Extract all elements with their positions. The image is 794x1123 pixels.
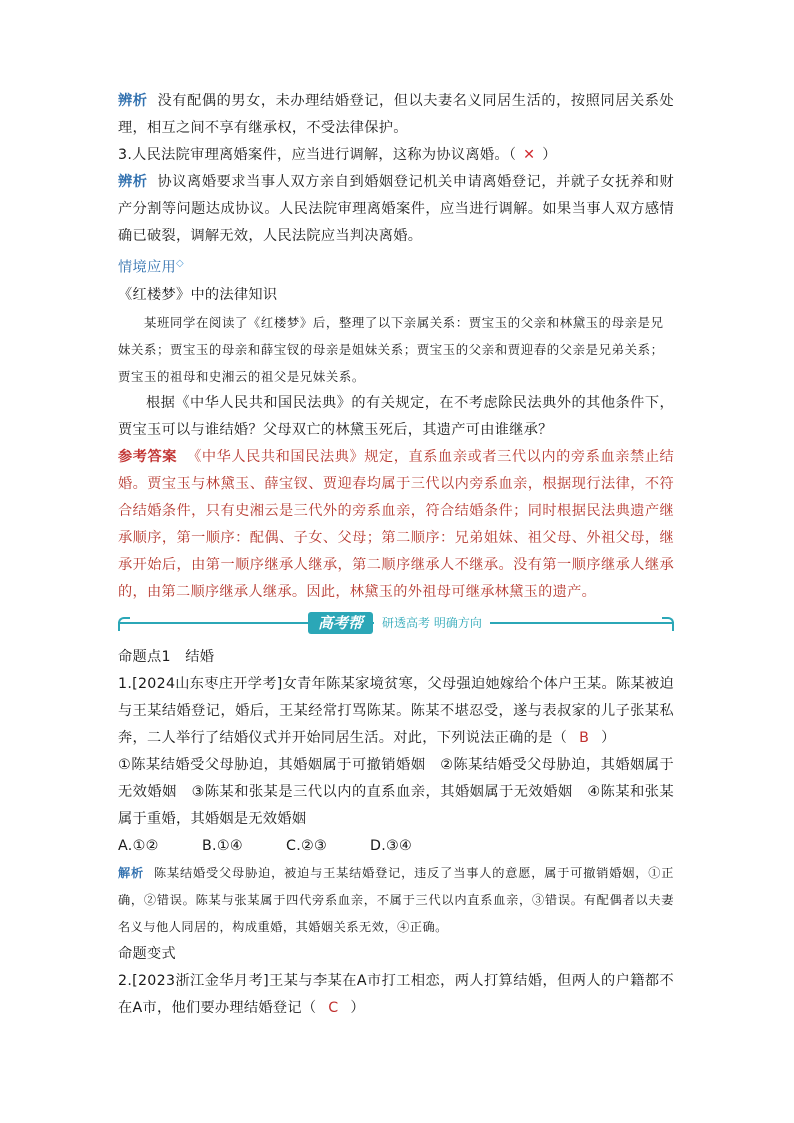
- analysis-text: 陈某结婚受父母胁迫，被迫与王某结婚登记，违反了当事人的意愿，属于可撤销婚姻，①正确，②错误。陈某与张某属于四代旁系血亲，不属于三代以内直系血亲，③错误。有配偶者以夫妻名义与他人同居的，构成重婚，其婚姻关系无效，④正确。: [118, 865, 674, 934]
- situation-story: 某班同学在阅读了《红楼梦》后，整理了以下亲属关系：贾宝玉的父亲和林黛玉的母亲是兄妹关系；贾宝玉的母亲和薛宝钗的母亲是姐妹关系；贾宝玉的父亲和贾迎春的父亲是兄弟关系；贾宝玉的祖母和史湘云的祖父是兄妹关系。: [118, 314, 664, 384]
- analysis-paragraph-1: [118, 88, 674, 142]
- close-paren: ）: [542, 147, 557, 163]
- analysis-text: 协议离婚要求当事人双方亲自到婚姻登记机关申请离婚登记，并就子女抚养和财产分割等问题达成协议。人民法院审理离婚案件，应当进行调解。如果当事人双方感情确已破裂，调解无效，人民法院应当判决离婚。: [118, 174, 674, 244]
- question-text: 1.[2024山东枣庄开学考]女青年陈某家境贫寒，父母强迫她嫁给个体户王某。陈某被迫与王某结婚登记，婚后，王某经常打骂陈某。陈某不堪忍受，遂与表叔家的儿子张某私奔，二人举行了结婚仪式并开始同居生活。对此，下列说法正确的是（: [118, 675, 674, 746]
- question-1-analysis: [118, 860, 674, 941]
- analysis-text: 没有配偶的男女，未办理结婚登记，但以夫妻名义同居生活的，按照同居关系处理，相互之间不享有继承权，不受法律保护。: [118, 93, 674, 136]
- situation-heading-text: 情境应用: [118, 259, 176, 276]
- variant-heading: 命题变式: [118, 945, 176, 962]
- wrong-mark-icon: ✕: [523, 147, 536, 163]
- close-paren: ）: [601, 729, 616, 746]
- option-c[interactable]: C.②③: [286, 837, 328, 854]
- question-1: [118, 671, 674, 752]
- point-heading: 命题点1 结婚: [118, 648, 215, 665]
- reference-answer: [118, 444, 674, 606]
- option-a[interactable]: A.①②: [118, 837, 159, 854]
- question-text: 3.人民法院审理离婚案件，应当进行调解，这称为协议离婚。（: [118, 147, 517, 163]
- question-2: [118, 968, 674, 1022]
- banner-left-cap: [118, 617, 130, 631]
- statements: ①陈某结婚受父母胁迫，其婚姻属于可撤销婚姻 ②陈某结婚受父母胁迫，其婚姻属于无效婚姻 ③陈某和张某是三代以内的直系血亲，其婚姻属于无效婚姻 ④陈某和张某属于重婚，其婚姻是无效婚姻: [118, 756, 674, 827]
- options-row: [118, 833, 674, 860]
- analysis-label: 辨析: [118, 93, 148, 109]
- section-banner: [118, 612, 674, 634]
- banner-subtitle: 研透高考 明确方向: [374, 612, 490, 634]
- option-b[interactable]: B.①④: [202, 837, 243, 854]
- question-text: 2.[2023浙江金华月考]王某与李某在A市打工相恋，两人打算结婚，但两人的户籍都不在A市，他们要办理结婚登记（: [118, 972, 674, 1016]
- analysis-label: 解析: [118, 865, 145, 880]
- analysis-paragraph-2: [118, 169, 674, 250]
- answer-label: 参考答案: [118, 448, 178, 465]
- question-3: [118, 142, 674, 169]
- answer-letter: C: [328, 999, 339, 1016]
- situation-heading: [118, 250, 674, 282]
- banner-right-cap: [662, 617, 674, 631]
- decorative-dot-icon: ◇: [175, 258, 184, 269]
- analysis-label: 辨析: [118, 174, 148, 190]
- answer-text: 《中华人民共和国民法典》规定，直系血亲或者三代以内的旁系血亲禁止结婚。贾宝玉与林黛玉、薛宝钗、贾迎春均属于三代以内旁系血亲，根据现行法律，不符合结婚条件，只有史湘云是三代外的旁系血亲，符合结婚条件；同时根据民法典遗产继承顺序，第一顺序：配偶、子女、父母；第二顺序：兄弟姐妹、祖父母、外祖父母，继承开始后，由第一顺序继承人继承，第二顺序继承人不继承。没有第一顺序继承人继承的，由第二顺序继承人继承。因此，林黛玉的外祖母可继承林黛玉的遗产。: [118, 448, 674, 600]
- option-d[interactable]: D.③④: [370, 837, 413, 854]
- close-paren: ）: [350, 999, 365, 1016]
- document-page: [118, 88, 674, 1022]
- situation-question: 根据《中华人民共和国民法典》的有关规定，在不考虑除民法典外的其他条件下，贾宝玉可以与谁结婚？父母双亡的林黛玉死后，其遗产可由谁继承？: [118, 394, 674, 438]
- answer-letter: B: [579, 729, 590, 746]
- banner-title: 高考帮: [308, 612, 373, 634]
- situation-title: 《红楼梦》中的法律知识: [118, 286, 278, 303]
